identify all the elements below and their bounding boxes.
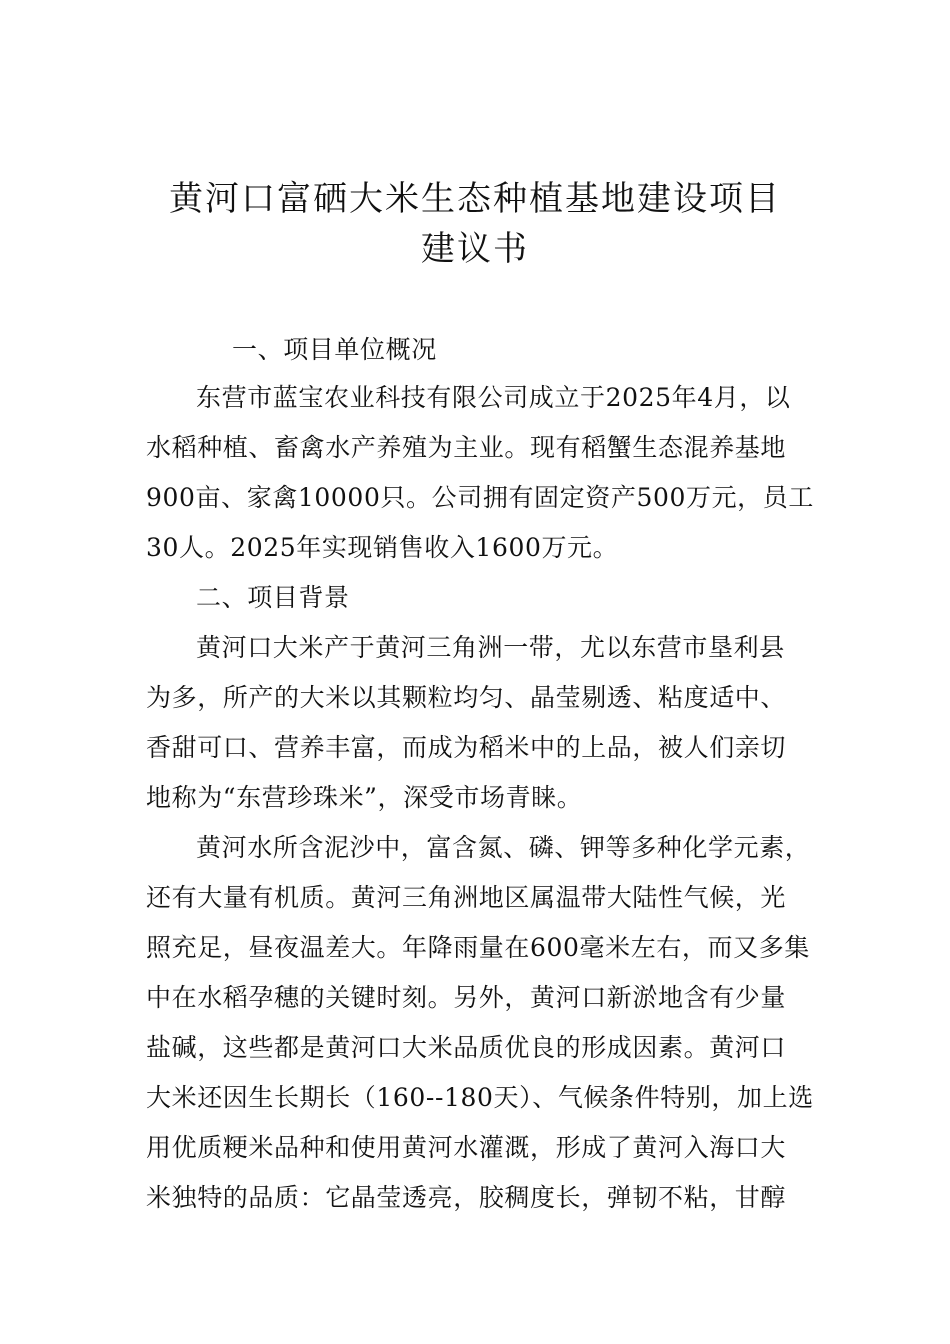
paragraph-line: 东营市蓝宝农业科技有限公司成立于2025年4月，以	[196, 383, 791, 412]
paragraph-line: 用优质粳米品种和使用黄河水灌溉，形成了黄河入海口大	[146, 1133, 787, 1162]
section-1-heading: 一、项目单位概况	[232, 335, 437, 364]
paragraph-line: 地称为“东营珍珠米”，深受市场青睐。	[146, 783, 583, 812]
paragraph-line: 中在水稻孕穗的关键时刻。另外，黄河口新淤地含有少量	[146, 983, 787, 1012]
paragraph-line: 米独特的品质：它晶莹透亮，胶稠度长，弹韧不粘，甘醇	[146, 1183, 787, 1212]
paragraph-line: 大米还因生长期长（160--180天）、气候条件特别，加上选	[146, 1083, 814, 1112]
document-title-line-1: 黄河口富硒大米生态种植基地建设项目	[169, 179, 781, 219]
paragraph-line: 为多，所产的大米以其颗粒均匀、晶莹剔透、粘度适中、	[146, 683, 787, 712]
paragraph-line: 30人。2025年实现销售收入1600万元。	[146, 533, 619, 562]
document-title-line-2: 建议书	[421, 229, 529, 269]
paragraph-line: 黄河水所含泥沙中，富含氮、磷、钾等多种化学元素，	[196, 833, 811, 862]
section-2-heading: 二、项目背景	[196, 583, 350, 612]
paragraph-line: 还有大量有机质。黄河三角洲地区属温带大陆性气候，光	[146, 883, 787, 912]
paragraph-line: 照充足，昼夜温差大。年降雨量在600毫米左右，而又多集	[146, 933, 810, 962]
paragraph-line: 水稻种植、畜禽水产养殖为主业。现有稻蟹生态混养基地	[146, 433, 787, 462]
paragraph-line: 香甜可口、营养丰富，而成为稻米中的上品，被人们亲切	[146, 733, 787, 762]
paragraph-line: 盐碱，这些都是黄河口大米品质优良的形成因素。黄河口	[146, 1033, 787, 1062]
paragraph-line: 900亩、家禽10000只。公司拥有固定资产500万元，员工	[146, 483, 814, 512]
paragraph-line: 黄河口大米产于黄河三角洲一带，尤以东营市垦利县	[196, 633, 785, 662]
